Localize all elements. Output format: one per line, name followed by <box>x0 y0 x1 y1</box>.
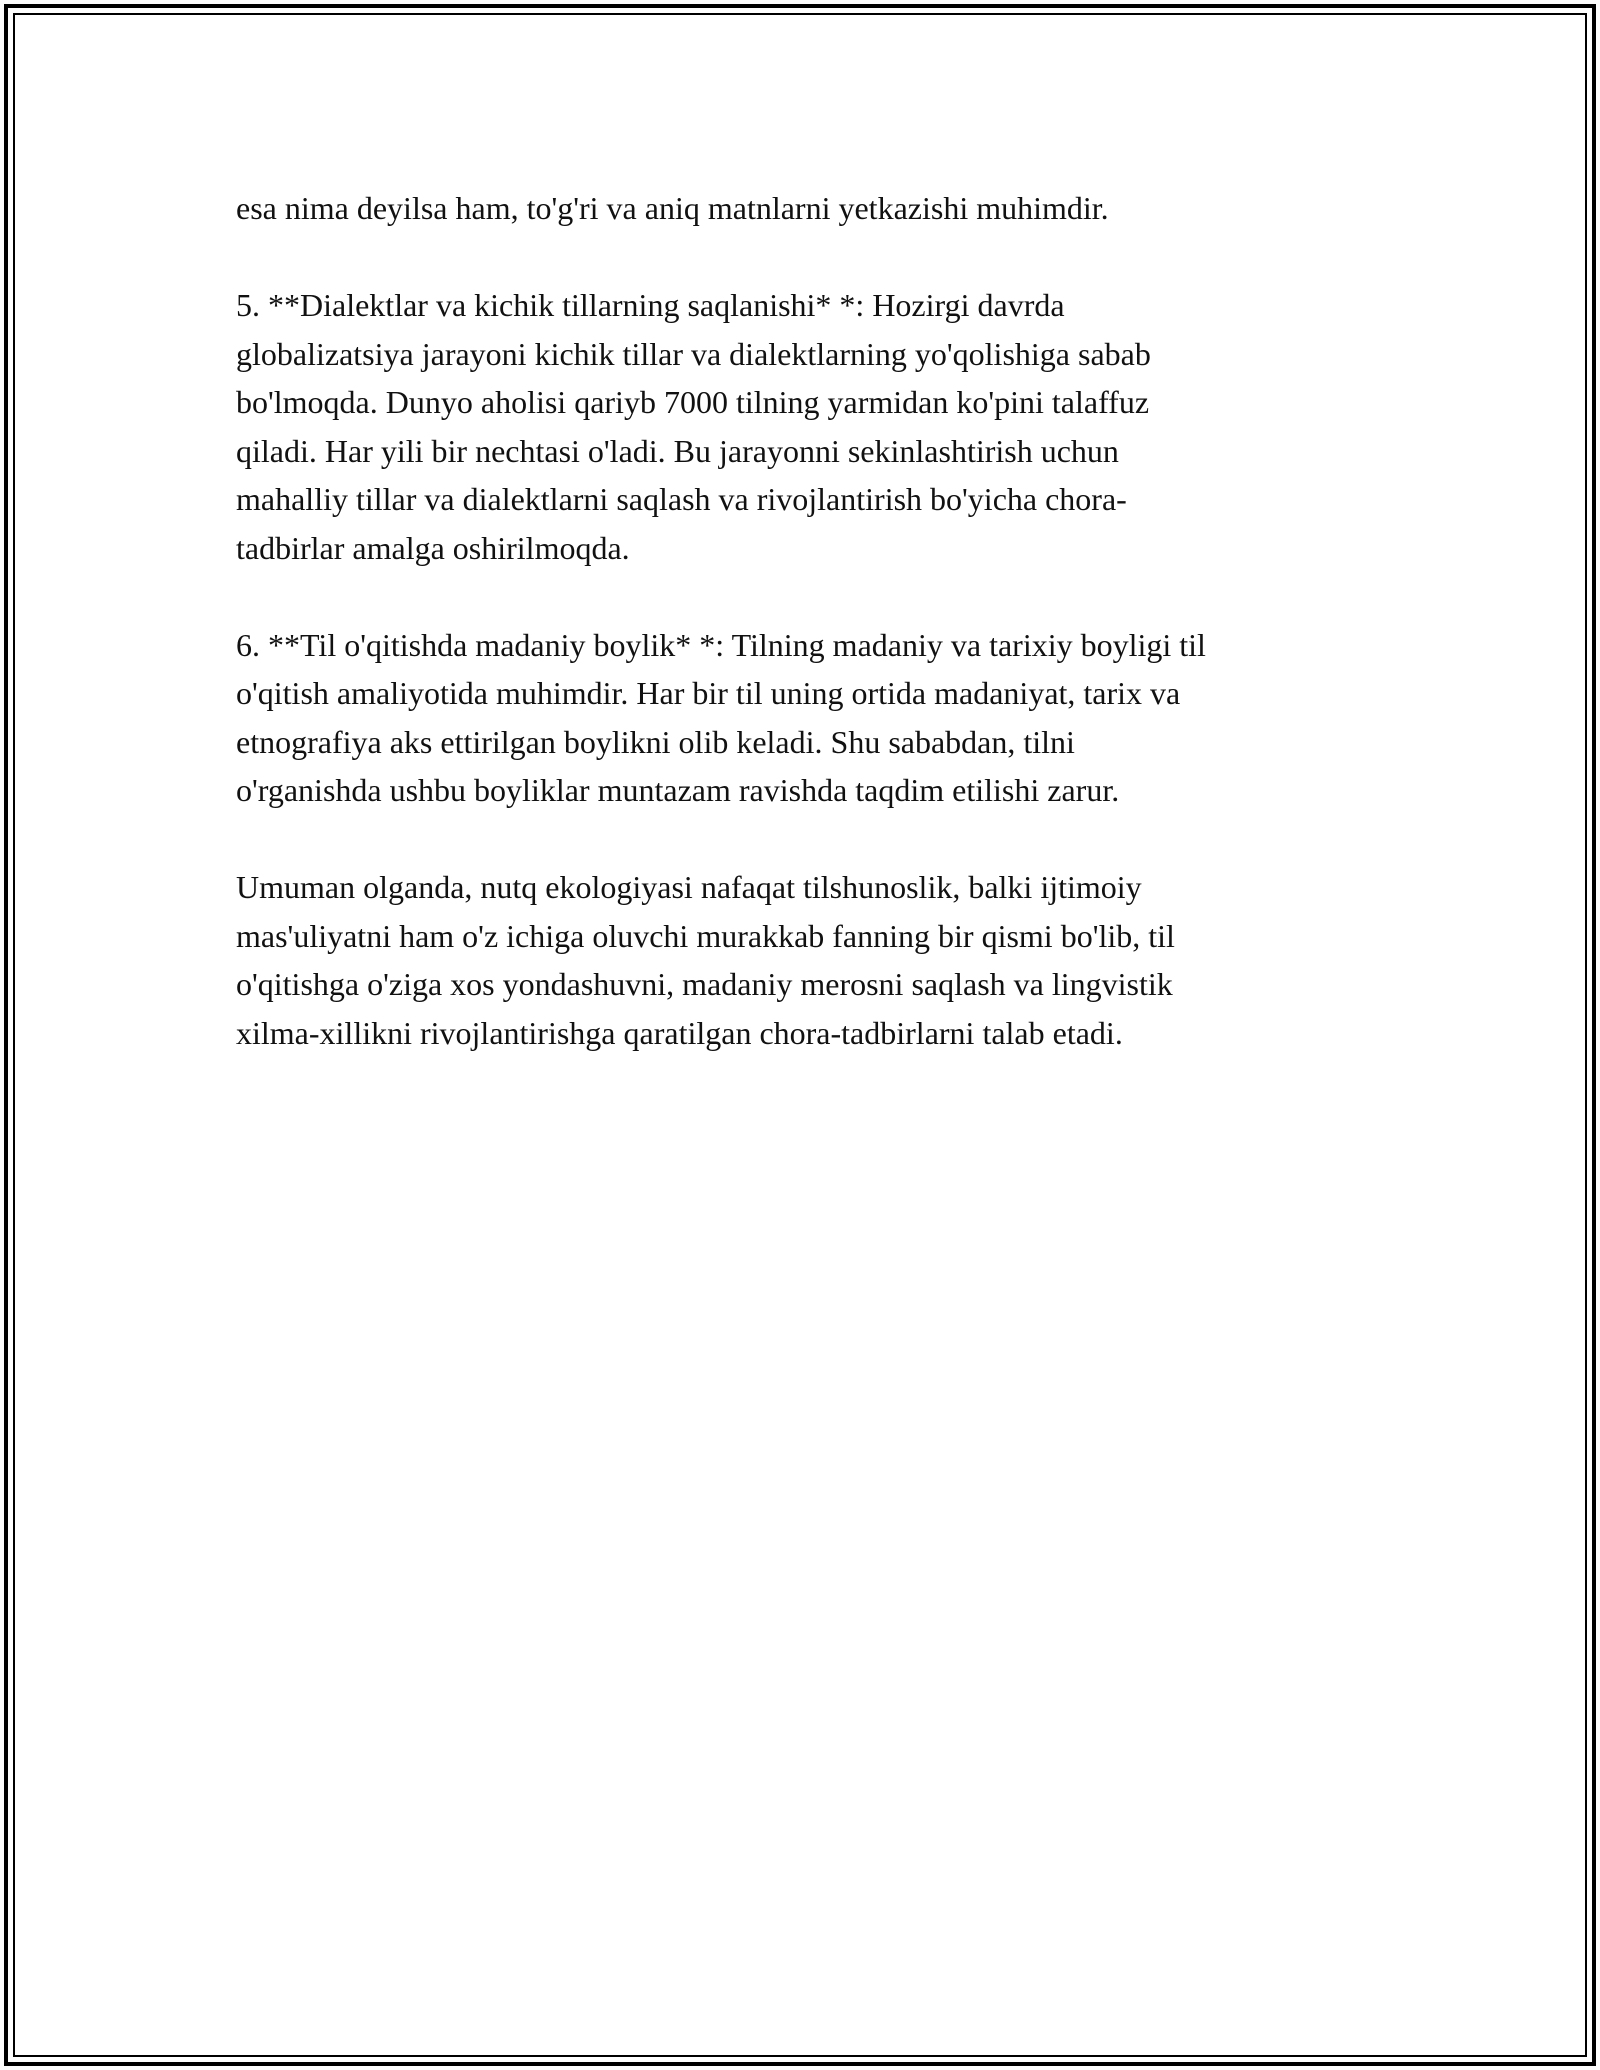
paragraph-conclusion: Umuman olganda, nutq ekologiyasi nafaqat tilshunoslik, balki ijtimoiy mas'uliyatni ham o'z ichiga oluvchi murakkab fanning bir qismi bo'lib, til o'qitishga o'ziga xos yondashuvni, madaniy merosni saqlash va lingvistik xilma-xillikni rivojlantirishga qaratilgan chora-tadbirlarni talab etadi. <box>236 869 1175 1051</box>
paragraph-item-6: 6. **Til o'qitishda madaniy boylik* *: Tilning madaniy va tarixiy boyligi til o'qitish amaliyotida muhimdir. Har bir til uning ortida madaniyat, tarix va etnografiya aks ettirilgan boylikni olib keladi. Shu sababdan, tilni o'rganishda ushbu boyliklar muntazam ravishda taqdim etilishi zarur. <box>236 626 1206 808</box>
paragraph-continuation: esa nima deyilsa ham, to'g'ri va aniq matnlarni yetkazishi muhimdir. <box>236 190 1109 226</box>
document-body <box>236 184 1366 1057</box>
paragraph-item-5: 5. **Dialektlar va kichik tillarning saqlanishi* *: Hozirgi davrda globalizatsiya jarayoni kichik tillar va dialektlarning yo'qolishiga sabab bo'lmoqda. Dunyo aholisi qariyb 7000 tilning yarmidan ko'pini talaffuz qiladi. Har yili bir nechtasi o'ladi. Bu jarayonni sekinlashtirish uchun mahalliy tillar va dialektlarni saqlash va rivojlantirish bo'yicha chora- tadbirlar amalga oshirilmoqda. <box>236 287 1151 566</box>
